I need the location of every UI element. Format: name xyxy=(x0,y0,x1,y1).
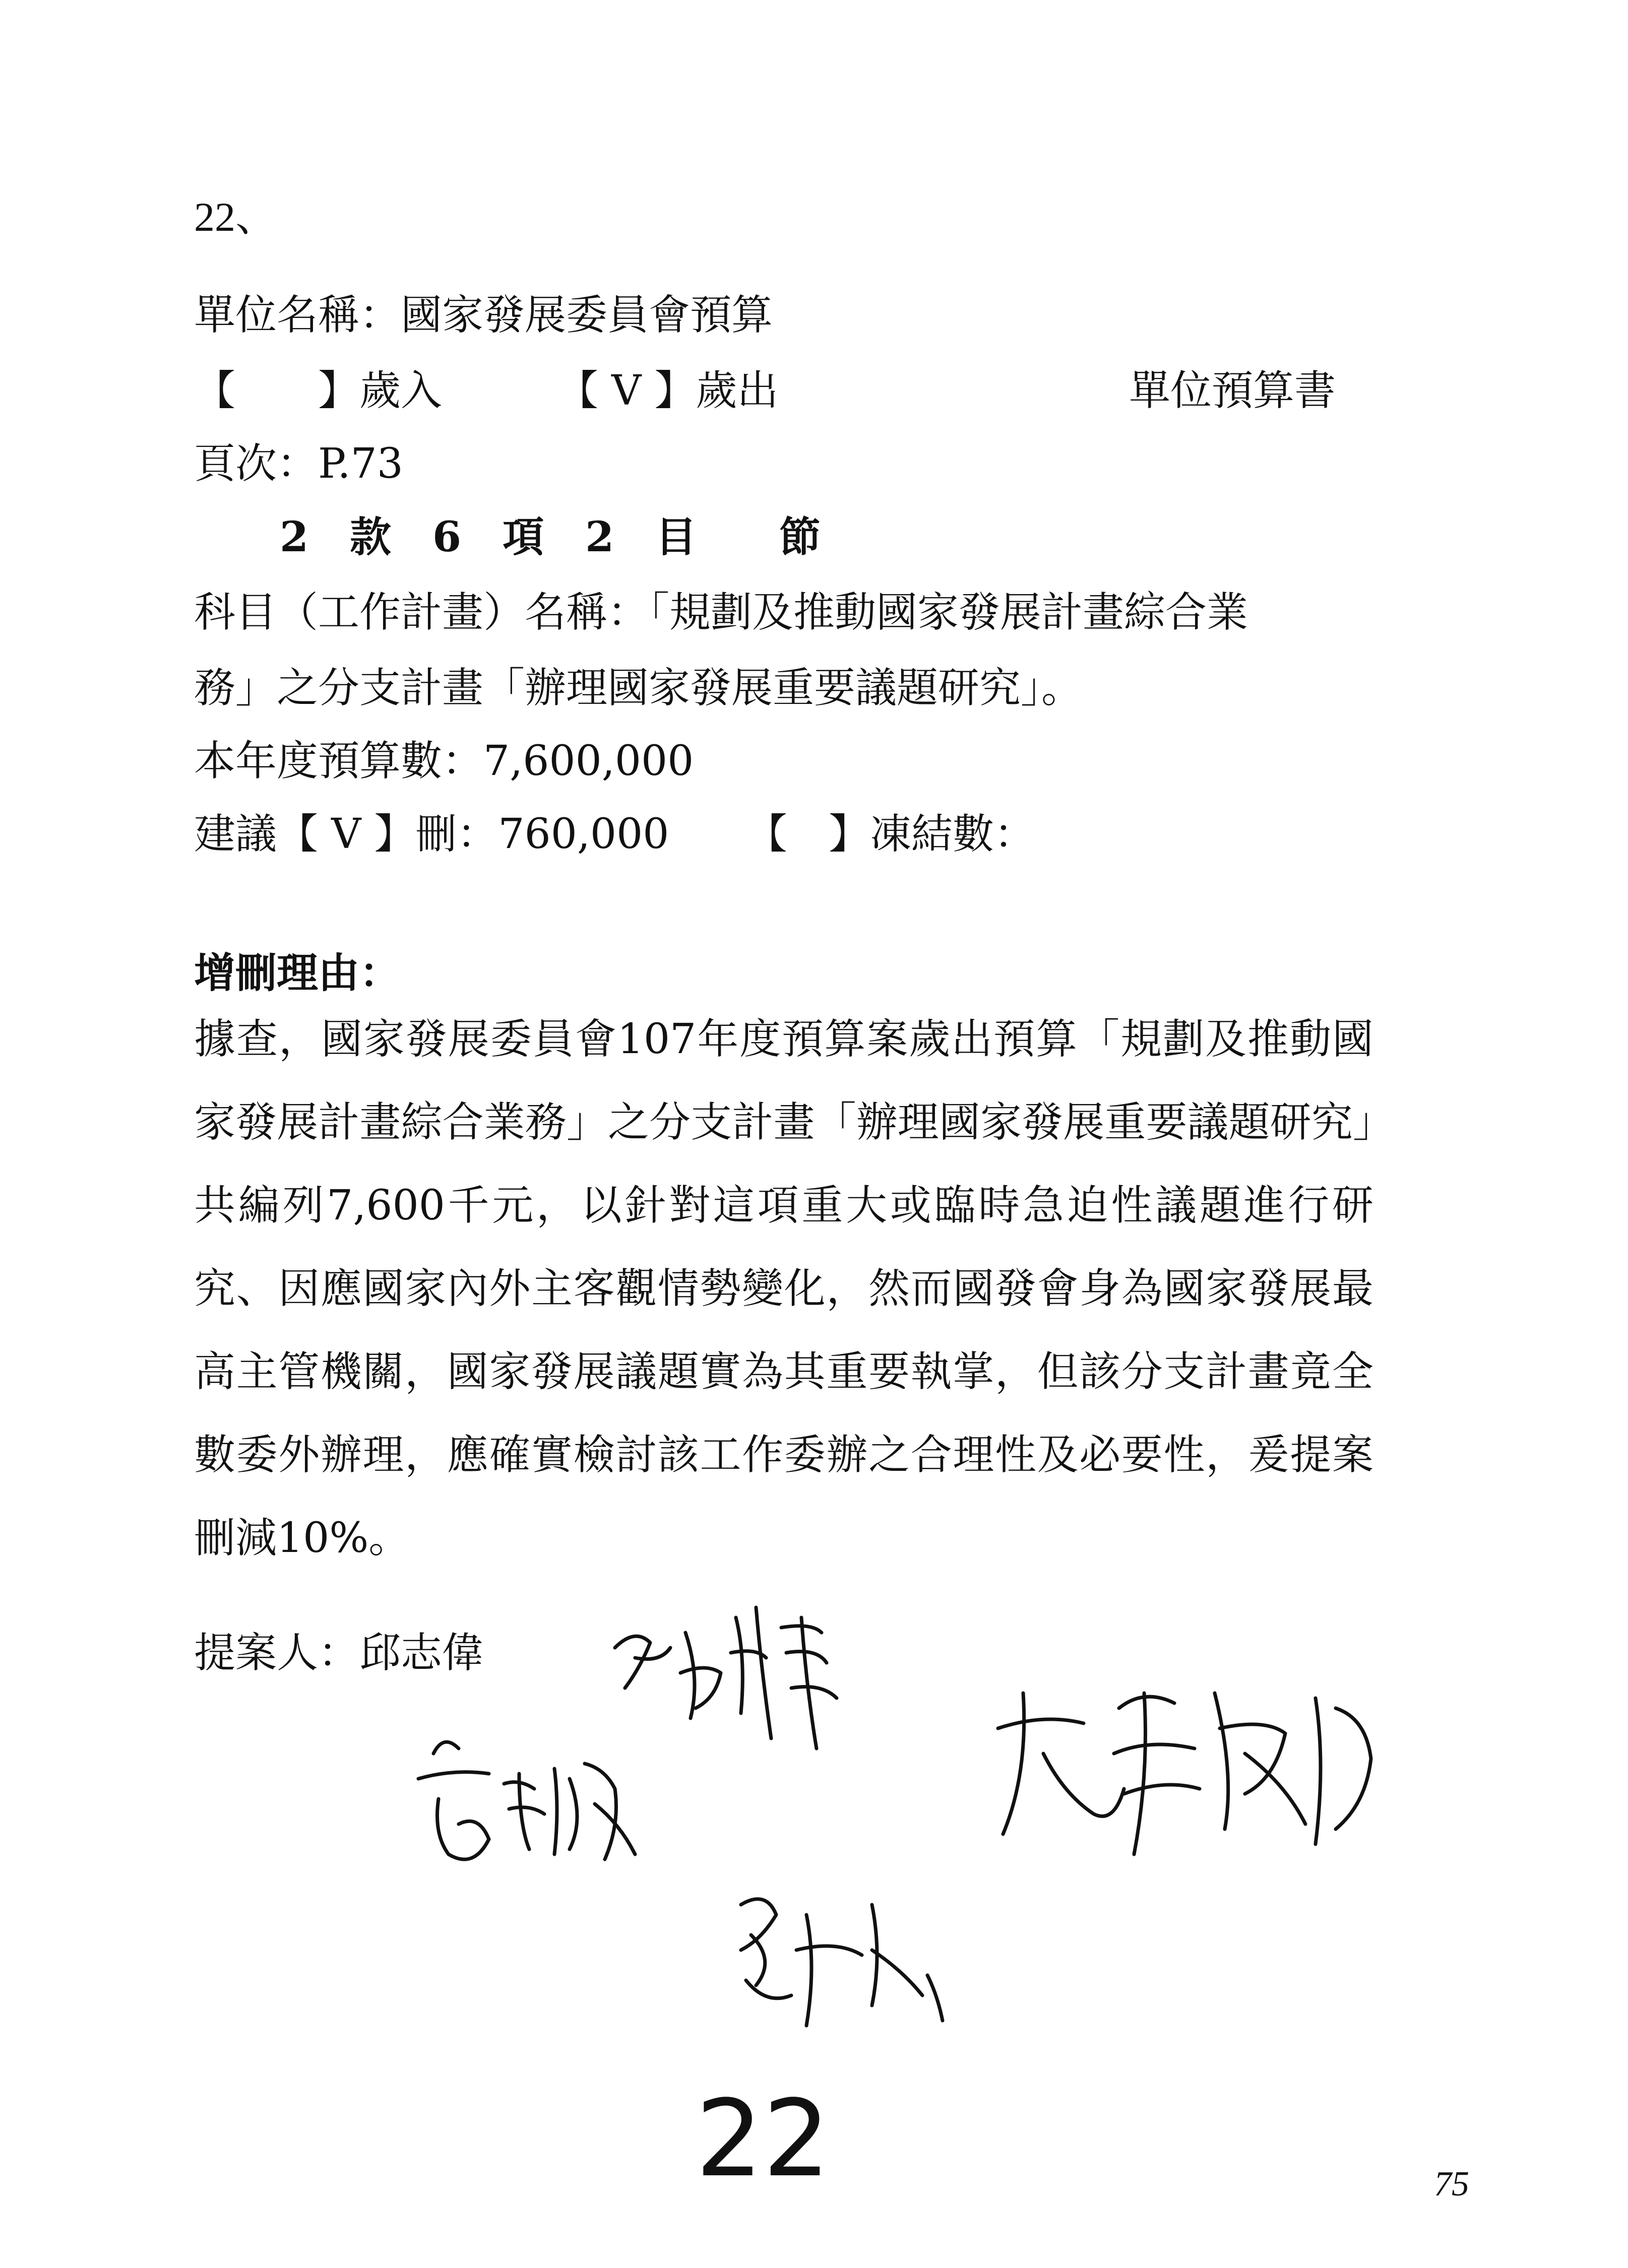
reason-heading: 增刪理由： xyxy=(194,949,401,997)
freeze-amount: 【 】凍結數： xyxy=(746,810,1036,858)
page-reference: 頁次：P.73 xyxy=(194,440,403,488)
reason-paragraph: 據查，國家發展委員會107年度預算案歲出預算「規劃及推動國家發展計畫綜合業務」之分支計畫「辦理國家發展重要議題研究」共編列7,600千元，以針對這項重大或臨時急迫性議題進行研究、因應國家內外主客觀情勢變化，然而國發會身為國家發展最高主管機關，國家發展議題實為其重要執掌，但該分支計畫竟全數委外辦理，應確實檢討該工作委辦之合理性及必要性，爰提案刪減10%。 xyxy=(194,1015,1373,1562)
subject-line-2: 務」之分支計畫「辦理國家發展重要議題研究」。 xyxy=(194,664,1083,712)
subject-line-1: 科目（工作計畫）名稱：「規劃及推動國家發展計畫綜合業 xyxy=(194,589,1248,636)
large-page-number: 22 xyxy=(696,2077,831,2200)
signature-3 xyxy=(983,1663,1386,1874)
suggested-cut: 建議【 V 】刪：760,000 xyxy=(194,810,669,858)
budget-book-label: 單位預算書 xyxy=(1129,367,1336,415)
proposer-line: 提案人：邱志偉 xyxy=(194,1629,484,1677)
classification-line: 2 款 6 項 2 目 節 xyxy=(280,513,821,561)
expense-checkbox: 【 V 】歲出 xyxy=(557,367,779,415)
corner-page-number: 75 xyxy=(1434,2165,1469,2204)
budget-amount: 本年度預算數：7,600,000 xyxy=(194,737,694,785)
unit-name: 單位名稱：國家發展委員會預算 xyxy=(194,291,773,339)
revenue-checkbox: 【 】歲入 xyxy=(194,367,443,415)
signature-4 xyxy=(721,1874,958,2041)
item-number: 22、 xyxy=(194,194,277,240)
signature-2 xyxy=(403,1723,645,1895)
